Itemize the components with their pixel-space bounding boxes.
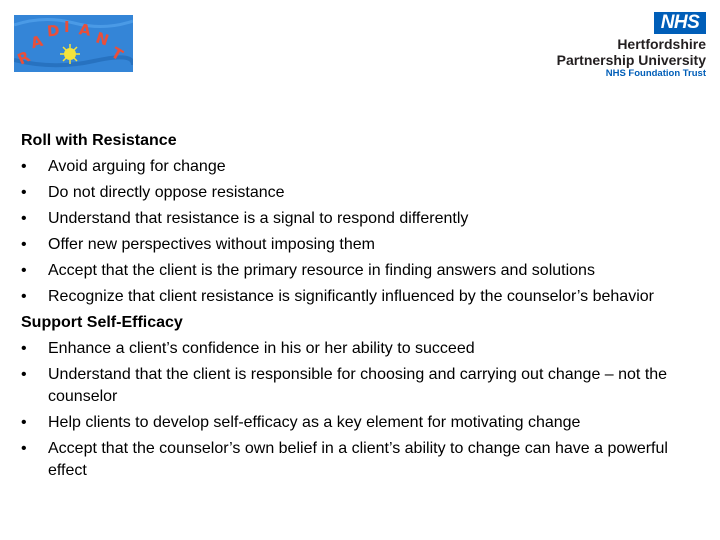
bullet-item — [21, 338, 701, 360]
logo-letter: I — [64, 18, 70, 36]
bullet-icon: • — [21, 340, 27, 357]
radiant-logo — [14, 15, 133, 72]
bullet-item — [21, 260, 701, 282]
bullet-text: Enhance a client’s confidence in his or her ability to succeed — [48, 340, 475, 357]
section-heading: Support Self-Efficacy — [21, 314, 183, 331]
bullet-text: Accept that the client is the primary resource in finding answers and solutions — [48, 262, 595, 279]
bullet-icon: • — [21, 366, 27, 383]
bullet-text: Understand that the client is responsible for choosing and carrying out change – not the counselor — [48, 366, 668, 405]
bullet-icon: • — [21, 184, 27, 201]
bullet-item — [21, 412, 701, 434]
bullet-text: Do not directly oppose resistance — [48, 184, 285, 201]
logo-letter: N — [93, 28, 112, 50]
trust-name-line2: Partnership University — [556, 52, 706, 68]
bullet-item — [21, 364, 701, 408]
bullet-icon: • — [21, 414, 27, 431]
bullet-icon: • — [21, 262, 27, 279]
bullet-icon: • — [21, 288, 27, 305]
bullet-icon: • — [21, 158, 27, 175]
bullet-item — [21, 208, 701, 230]
bullet-item — [21, 156, 701, 178]
bullet-text: Recognize that client resistance is significantly influenced by the counselor’s behavior — [48, 288, 654, 305]
slide-body — [21, 130, 701, 486]
radiant-wordmark — [14, 15, 133, 72]
bullet-text: Offer new perspectives without imposing them — [48, 236, 375, 253]
bullet-item — [21, 182, 701, 204]
bullet-icon: • — [21, 440, 27, 457]
bullet-icon: • — [21, 236, 27, 253]
trust-name-line1: Hertfordshire — [617, 36, 706, 52]
section-heading: Roll with Resistance — [21, 132, 177, 149]
logo-letter: A — [28, 31, 45, 53]
logo-letter: T — [108, 43, 127, 65]
bullet-text: Avoid arguing for change — [48, 158, 226, 175]
nhs-badge: NHS — [654, 12, 706, 34]
nhs-trust-logo — [526, 12, 706, 82]
bullet-item — [21, 286, 701, 308]
trust-name-line3: NHS Foundation Trust — [605, 68, 706, 79]
bullet-item — [21, 234, 701, 256]
bullet-icon: • — [21, 210, 27, 227]
bullet-text: Help clients to develop self-efficacy as a key element for motivating change — [48, 414, 581, 431]
bullet-text: Understand that resistance is a signal to respond differently — [48, 210, 469, 227]
logo-letter: A — [77, 20, 92, 40]
logo-letter: D — [46, 21, 61, 41]
bullet-text: Accept that the counselor’s own belief in a client’s ability to change can have a powerful effect — [48, 440, 668, 479]
bullet-item — [21, 438, 701, 482]
logo-letter: R — [14, 47, 33, 69]
